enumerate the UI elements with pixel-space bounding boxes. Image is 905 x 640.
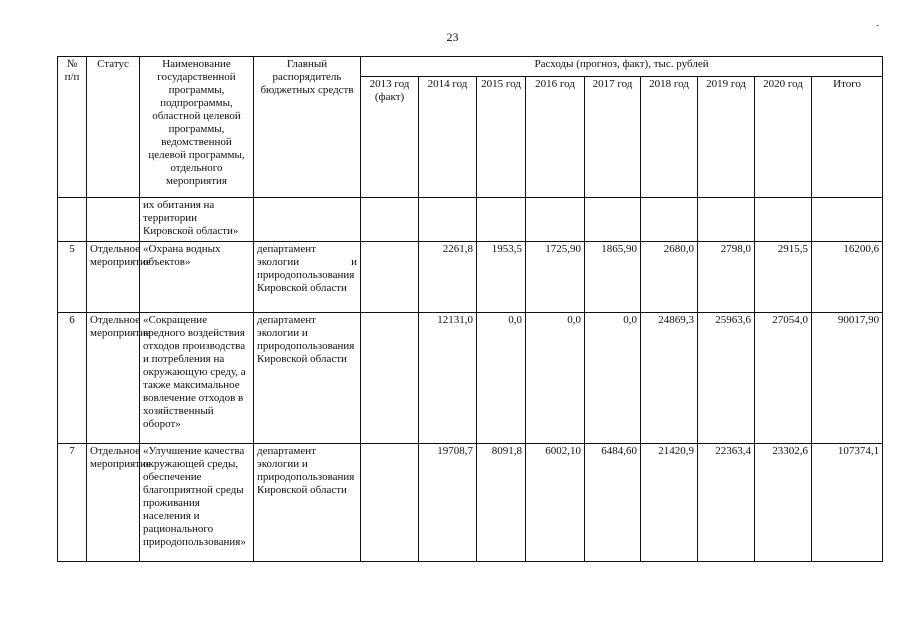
cell-value <box>419 198 477 242</box>
cell-name: их обитания на территории Кировской области» <box>140 198 254 242</box>
cell-value: 0,0 <box>526 313 585 444</box>
cell-value <box>361 313 419 444</box>
header-total: Итого <box>812 77 883 198</box>
cell-value: 1865,90 <box>585 242 641 313</box>
cell-value <box>755 198 812 242</box>
cell-status <box>87 198 140 242</box>
cell-value: 2798,0 <box>698 242 755 313</box>
cell-name: «Охрана водных объектов» <box>140 242 254 313</box>
cell-value: 6484,60 <box>585 444 641 562</box>
header-year: 2015 год <box>477 77 526 198</box>
cell-value <box>812 198 883 242</box>
header-num: № п/п <box>58 57 87 198</box>
header-year: 2016 год <box>526 77 585 198</box>
cell-value <box>698 198 755 242</box>
cell-value <box>361 444 419 562</box>
cell-name: «Сокращение вредного воздействия отходов производства и потребления на окружающую среду, а также максимальное вовлечение отходов в хозяйственный оборот» <box>140 313 254 444</box>
cell-value <box>526 198 585 242</box>
cell-value: 21420,9 <box>641 444 698 562</box>
cell-value: 12131,0 <box>419 313 477 444</box>
cell-value: 2680,0 <box>641 242 698 313</box>
cell-value: 1725,90 <box>526 242 585 313</box>
cell-value: 0,0 <box>477 313 526 444</box>
cell-value: 2915,5 <box>755 242 812 313</box>
cell-value: 8091,8 <box>477 444 526 562</box>
header-expenses: Расходы (прогноз, факт), тыс. рублей <box>361 57 883 77</box>
header-row <box>58 57 883 77</box>
cell-total: 90017,90 <box>812 313 883 444</box>
cell-value: 24869,3 <box>641 313 698 444</box>
table-row-continuation <box>58 198 883 242</box>
cell-status: Отдельное мероприятие <box>87 242 140 313</box>
header-manager: Главный распорядитель бюджетных средств <box>254 57 361 198</box>
header-year: 2013 год (факт) <box>361 77 419 198</box>
cell-num <box>58 198 87 242</box>
cell-value: 22363,4 <box>698 444 755 562</box>
cell-value <box>361 198 419 242</box>
cell-num: 7 <box>58 444 87 562</box>
header-year: 2017 год <box>585 77 641 198</box>
cell-status: Отдельное мероприятие <box>87 313 140 444</box>
cell-manager: департамент экологии и природопользования Кировской области <box>254 313 361 444</box>
cell-total: 107374,1 <box>812 444 883 562</box>
cell-value: 25963,6 <box>698 313 755 444</box>
cell-manager: департамент экологии и природопользования Кировской области <box>254 444 361 562</box>
corner-mark: - <box>876 20 880 31</box>
header-year: 2014 год <box>419 77 477 198</box>
cell-value <box>361 242 419 313</box>
cell-num: 6 <box>58 313 87 444</box>
cell-value: 0,0 <box>585 313 641 444</box>
table-row <box>58 313 883 444</box>
cell-value <box>477 198 526 242</box>
header-status: Статус <box>87 57 140 198</box>
cell-value: 27054,0 <box>755 313 812 444</box>
header-year: 2020 год <box>755 77 812 198</box>
cell-value: 1953,5 <box>477 242 526 313</box>
cell-total: 16200,6 <box>812 242 883 313</box>
cell-value <box>585 198 641 242</box>
cell-value: 2261,8 <box>419 242 477 313</box>
cell-value: 19708,7 <box>419 444 477 562</box>
header-year: 2019 год <box>698 77 755 198</box>
budget-table <box>57 56 883 562</box>
cell-num: 5 <box>58 242 87 313</box>
table-row <box>58 444 883 562</box>
cell-value: 23302,6 <box>755 444 812 562</box>
cell-value: 6002,10 <box>526 444 585 562</box>
cell-manager <box>254 198 361 242</box>
cell-value <box>641 198 698 242</box>
table-row <box>58 242 883 313</box>
cell-status: Отдельное мероприятие <box>87 444 140 562</box>
header-year: 2018 год <box>641 77 698 198</box>
page-number: 23 <box>446 30 459 44</box>
cell-manager: департамент экологии и природопользования Кировской области <box>254 242 361 313</box>
header-name: Наименование государственной программы, подпрограммы, областной целевой программы, ведомственной целевой программы, отдельного мероприятия <box>140 57 254 198</box>
cell-name: «Улучшение качества окружающей среды, обеспечение благоприятной среды проживания населения и рационального природопользования» <box>140 444 254 562</box>
